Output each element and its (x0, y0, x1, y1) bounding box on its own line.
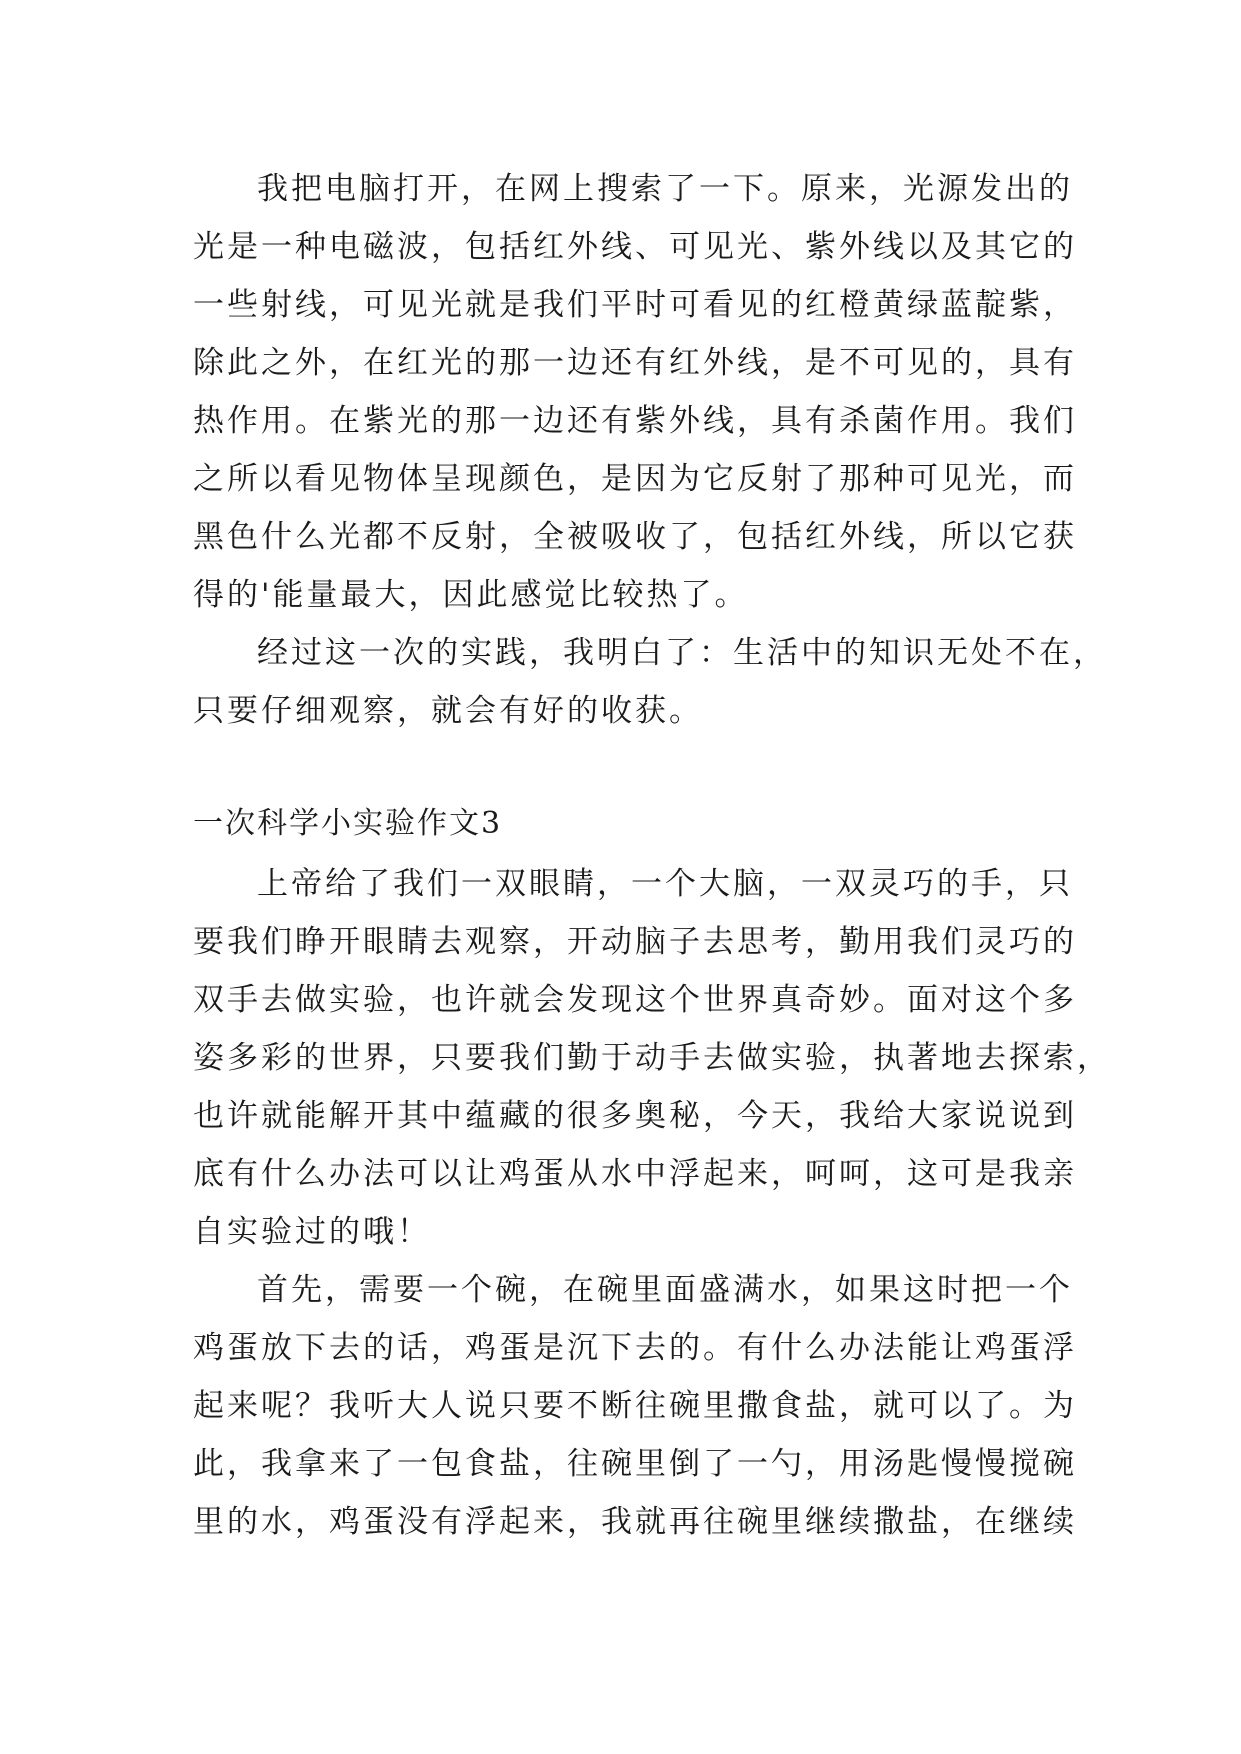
paragraph-line: 姿多彩的世界，只要我们勤于动手去做实验，执著地去探索， (193, 1040, 1111, 1076)
paragraph-line: 双手去做实验，也许就会发现这个世界真奇妙。面对这个多 (193, 982, 1077, 1018)
paragraph-line: 得的'能量最大，因此感觉比较热了。 (193, 577, 749, 613)
paragraph-line: 自实验过的哦！ (193, 1214, 431, 1250)
paragraph-line: 经过这一次的实践，我明白了：生活中的知识无处不在， (257, 635, 1107, 671)
paragraph-line: 光是一种电磁波，包括红外线、可见光、紫外线以及其它的 (193, 229, 1077, 265)
paragraph (193, 1261, 1077, 1551)
paragraph-line: 只要仔细观察，就会有好的收获。 (193, 693, 703, 729)
paragraph-line: 一些射线，可见光就是我们平时可看见的红橙黄绿蓝靛紫， (193, 287, 1077, 323)
section-two (193, 855, 1111, 1551)
paragraph-line: 底有什么办法可以让鸡蛋从水中浮起来，呵呵，这可是我亲 (193, 1156, 1077, 1192)
paragraph (193, 160, 1077, 624)
paragraph (193, 855, 1111, 1261)
paragraph-line: 我把电脑打开，在网上搜索了一下。原来，光源发出的 (257, 171, 1073, 207)
paragraph-line: 要我们睁开眼睛去观察，开动脑子去思考，勤用我们灵巧的 (193, 924, 1077, 960)
section-one (193, 160, 1107, 740)
paragraph-line: 鸡蛋放下去的话，鸡蛋是沉下去的。有什么办法能让鸡蛋浮 (193, 1330, 1077, 1366)
paragraph-line: 热作用。在紫光的那一边还有紫外线，具有杀菌作用。我们 (193, 403, 1077, 439)
paragraph-line: 上帝给了我们一双眼睛，一个大脑，一双灵巧的手，只 (257, 866, 1073, 902)
section-heading: 一次科学小实验作文3 (193, 806, 503, 841)
paragraph-line: 黑色什么光都不反射，全被吸收了，包括红外线，所以它获 (193, 519, 1077, 555)
paragraph-line: 之所以看见物体呈现颜色，是因为它反射了那种可见光，而 (193, 461, 1077, 497)
paragraph-line: 此，我拿来了一包食盐，往碗里倒了一勺，用汤匙慢慢搅碗 (193, 1446, 1077, 1482)
paragraph-line: 起来呢？我听大人说只要不断往碗里撒食盐，就可以了。为 (193, 1388, 1077, 1424)
paragraph-line: 里的水，鸡蛋没有浮起来，我就再往碗里继续撒盐，在继续 (193, 1504, 1077, 1540)
paragraph-line: 除此之外，在红光的那一边还有红外线，是不可见的，具有 (193, 345, 1077, 381)
paragraph-line: 首先，需要一个碗，在碗里面盛满水，如果这时把一个 (257, 1272, 1073, 1308)
paragraph (193, 624, 1107, 740)
paragraph-line: 也许就能解开其中蕴藏的很多奥秘，今天，我给大家说说到 (193, 1098, 1077, 1134)
